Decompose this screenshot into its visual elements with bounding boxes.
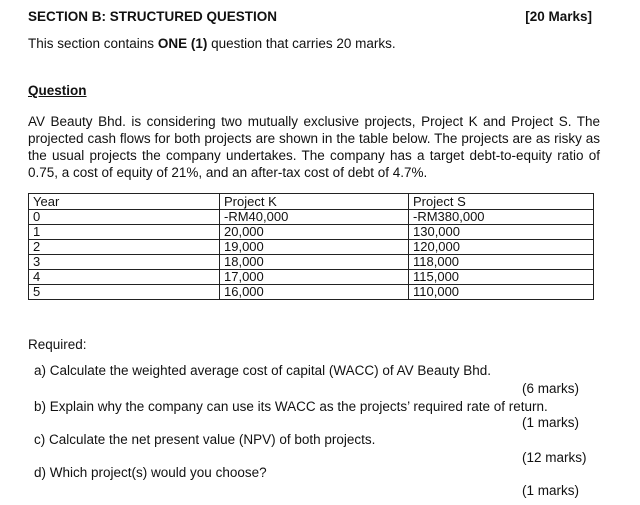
section-intro [28, 36, 396, 51]
table-row [29, 240, 594, 255]
marks-item-b: (1 marks) [522, 415, 579, 430]
table-cell: -RM380,000 [409, 210, 594, 225]
required-item-d: d) Which project(s) would you choose? [34, 465, 267, 480]
required-item-c: c) Calculate the net present value (NPV) of both projects. [34, 432, 376, 447]
table-cell: 1 [29, 225, 220, 240]
table-header-year: Year [29, 194, 220, 210]
table-cell: 3 [29, 255, 220, 270]
question-body: AV Beauty Bhd. is considering two mutually exclusive projects, Project K and Project S. The projected cash flows for both projects are shown in the table below. The projects are as risky as the usual projects the company undertakes. The company has a target debt-to-equity ratio of 0.75, a cost of equity of 21%, and an after-tax cost of debt of 4.7%. [28, 114, 600, 180]
table-cell: 118,000 [409, 255, 594, 270]
table-cell: 0 [29, 210, 220, 225]
intro-text-before: This section contains [28, 36, 158, 51]
table-cell: 115,000 [409, 270, 594, 285]
cash-flow-table [28, 193, 594, 300]
table-cell: 17,000 [220, 270, 409, 285]
table-cell: 16,000 [220, 285, 409, 300]
table-cell: 2 [29, 240, 220, 255]
table-cell: -RM40,000 [220, 210, 409, 225]
table-cell: 20,000 [220, 225, 409, 240]
table-cell: 18,000 [220, 255, 409, 270]
marks-item-c: (12 marks) [522, 450, 587, 465]
required-label: Required: [28, 337, 87, 352]
table-row [29, 255, 594, 270]
table-cell: 4 [29, 270, 220, 285]
table-cell: 120,000 [409, 240, 594, 255]
table-row [29, 225, 594, 240]
table-header-row [29, 194, 594, 210]
intro-text-bold: ONE (1) [157, 36, 208, 51]
marks-item-a: (6 marks) [522, 381, 579, 396]
table-cell: 130,000 [409, 225, 594, 240]
intro-text-after: question that carries 20 marks. [207, 36, 396, 51]
table-header-project-s: Project S [409, 194, 594, 210]
table-cell: 19,000 [220, 240, 409, 255]
required-item-a: a) Calculate the weighted average cost of capital (WACC) of AV Beauty Bhd. [34, 363, 491, 378]
table-cell: 5 [29, 285, 220, 300]
marks-item-d: (1 marks) [522, 483, 579, 498]
total-marks: [20 Marks] [525, 9, 592, 24]
section-title: SECTION B: STRUCTURED QUESTION [28, 9, 278, 24]
table-row [29, 285, 594, 300]
table-row [29, 210, 594, 225]
table-cell: 110,000 [409, 285, 594, 300]
table-header-project-k: Project K [220, 194, 409, 210]
question-heading: Question [28, 83, 87, 98]
required-item-b: b) Explain why the company can use its WACC as the projects’ required rate of return. [34, 399, 548, 414]
table-row [29, 270, 594, 285]
